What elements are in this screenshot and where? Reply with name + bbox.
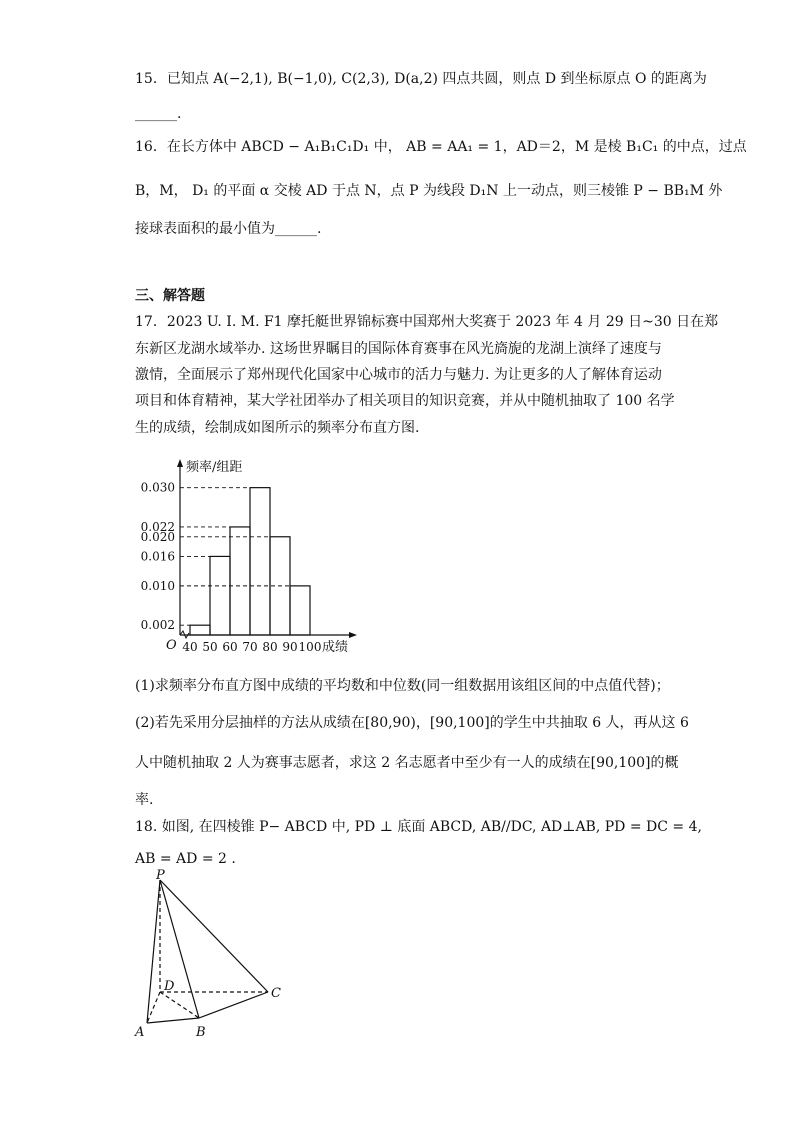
- pyramid-figure: [128, 868, 298, 1043]
- y-tick-0.030: 0.030: [140, 480, 175, 495]
- q17-part2-line2: 人中随机抽取 2 人为赛事志愿者，求这 2 名志愿者中至少有一人的成绩在[90,100]的概: [135, 755, 679, 771]
- label-D: D: [164, 979, 175, 994]
- q17-line2: 东新区龙湖水域举办. 这场世界瞩目的国际体育赛事在风光旖旎的龙湖上演绎了速度与: [135, 341, 662, 357]
- q18-line1: 18. 如图, 在四棱锥 P− ABCD 中, PD ⊥ 底面 ABCD, AB//DC, AD⊥AB, PD = DC = 4,: [135, 819, 702, 835]
- q17-line5: 生的成绩，绘制成如图所示的频率分布直方图.: [135, 420, 420, 436]
- y-tick-0.002: 0.002: [140, 618, 175, 633]
- bar-90-100: [290, 586, 310, 635]
- q17-line4: 项目和体育精神，某大学社团举办了相关项目的知识竞赛，并从中随机抽取了 100 名学: [135, 393, 675, 409]
- x-tick-100: 100: [298, 640, 322, 654]
- q15-line2: ______.: [135, 106, 182, 122]
- x-tick-90: 90: [282, 640, 298, 654]
- q17-part1: (1)求频率分布直方图中成绩的平均数和中位数(同一组数据用该组区间的中点值代替)；: [135, 678, 670, 694]
- bar-40-50: [190, 625, 210, 635]
- frequency-histogram: [125, 457, 375, 657]
- q17-part2-line3: 率.: [135, 792, 154, 808]
- edge-PA: [147, 880, 160, 1023]
- edge-AB: [147, 1018, 199, 1023]
- bar-60-70: [230, 527, 250, 635]
- y-axis-label: 频率/组距: [186, 460, 243, 475]
- y-tick-0.020: 0.020: [140, 529, 175, 544]
- x-tick-50: 50: [202, 640, 218, 654]
- origin-label: O: [166, 638, 177, 653]
- section-title: 三、解答题: [135, 288, 205, 304]
- q15-line1: 15．已知点 A(−2,1), B(−1,0), C(2,3), D(a,2) 四点共圆，则点 D 到坐标原点 O 的距离为: [135, 71, 707, 87]
- q16-line1: 16．在长方体中 ABCD − A₁B₁C₁D₁ 中， AB = AA₁ = 1，AD＝2，M 是棱 B₁C₁ 的中点，过点: [135, 139, 747, 155]
- q17-part2-line1: (2)若先采用分层抽样的方法从成绩在[80,90)，[90,100]的学生中共抽取 6 人，再从这 6: [135, 715, 689, 731]
- q18-line2: AB = AD = 2 .: [135, 851, 236, 867]
- x-axis-label: 成绩: [322, 640, 349, 655]
- label-C: C: [271, 986, 281, 1001]
- x-tick-80: 80: [262, 640, 278, 654]
- y-tick-0.022: 0.022: [140, 519, 175, 534]
- q17-line1: 17．2023 U. I. M. F1 摩托艇世界锦标赛中国郑州大奖赛于 2023 年 4 月 29 日~30 日在郑: [135, 314, 719, 330]
- x-tick-40: 40: [182, 640, 198, 654]
- y-axis-arrow: [177, 459, 183, 467]
- q17-line3: 激情，全面展示了郑州现代化国家中心城市的活力与魅力. 为让更多的人了解体育运动: [135, 367, 662, 383]
- x-tick-70: 70: [242, 640, 258, 654]
- q16-line2: B，M， D₁ 的平面 α 交棱 AD 于点 N，点 P 为线段 D₁N 上一动点，则三棱锥 P − BB₁M 外: [135, 183, 723, 199]
- q16-line3: 接球表面积的最小值为______.: [135, 221, 322, 237]
- y-tick-0.016: 0.016: [140, 549, 175, 564]
- label-P: P: [156, 868, 165, 883]
- label-A: A: [135, 1025, 145, 1040]
- bar-70-80: [250, 488, 270, 635]
- edge-BC: [199, 992, 268, 1018]
- y-tick-0.010: 0.010: [140, 578, 175, 593]
- label-B: B: [196, 1025, 206, 1040]
- bar-50-60: [210, 556, 230, 635]
- x-axis-arrow: [349, 632, 357, 638]
- x-tick-60: 60: [222, 640, 238, 654]
